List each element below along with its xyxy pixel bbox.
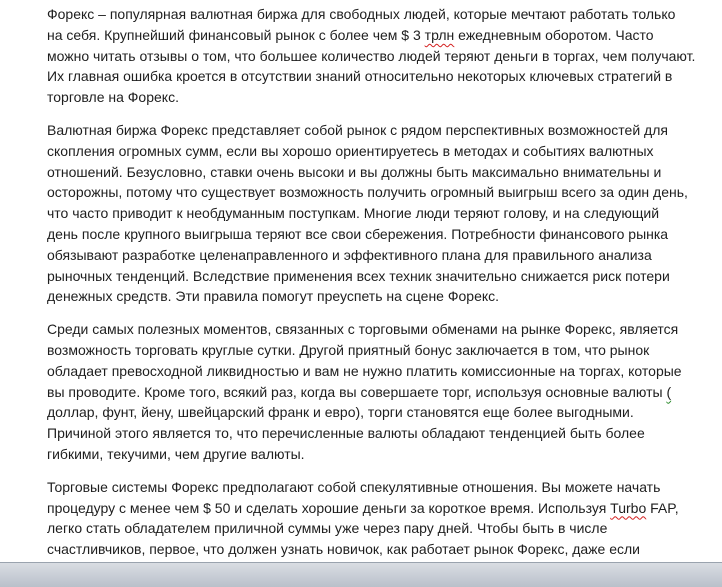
- text-run: скопления огромных сумм, если вы хорошо ориентируетесь в методах и событиях валютных: [47, 142, 654, 159]
- text-run: доллар, фунт, йену, швейцарский франк и евро), торги становятся еще более выгодными.: [47, 404, 634, 421]
- text-run: Причиной этого является то, что перечисленные валюты обладают тенденцией быть более: [47, 425, 645, 442]
- text-run: процедуру с менее чем $ 50 и сделать хорошие деньги за короткое время. Используя: [47, 499, 611, 516]
- text-line: [47, 141, 677, 162]
- text-run: обладает превосходной ликвидностью и вам не нужно платить комиссионные на торгах, которые: [47, 362, 682, 379]
- paragraph: [47, 319, 682, 465]
- text-run: возможность торговать круглые сутки. Другой приятный бонус заключается в том, что рынок: [47, 341, 650, 358]
- text-line: [47, 539, 677, 560]
- text-run: Среди самых полезных моментов, связанных с торговыми обменами на рынке Форекс, является: [47, 321, 679, 338]
- text-line: [47, 319, 677, 340]
- text-line: [47, 182, 688, 203]
- text-line: [47, 66, 677, 87]
- spelling-error-word: Turbo: [610, 499, 647, 516]
- text-run: день после крупного выигрыша теряют все свои сбережения. Потребности финансового рынка: [47, 225, 669, 242]
- text-run: рыночных тенденций. Вследствие применения всех техник значительно снижается риск потери: [47, 267, 670, 284]
- text-run: осторожны, потому что существует возможность получить огромный выигрыш всего за один день,: [47, 184, 688, 201]
- text-line: [47, 4, 677, 25]
- text-line: [47, 87, 677, 108]
- text-line: [47, 25, 677, 46]
- text-run: ежедневным оборотом. Часто: [454, 26, 654, 43]
- text-line: [47, 518, 677, 539]
- text-run: гибкими, текучими, чем другие валюты.: [47, 445, 305, 462]
- text-line: [47, 266, 677, 287]
- text-run: на себя. Крупнейший финансовый рынок с более чем $ 3: [47, 26, 425, 43]
- window-bottom-bar: [0, 562, 722, 587]
- text-run: счастливчиков, первое, что должен узнать новичок, как работает рынок Форекс, даже если: [47, 541, 640, 558]
- text-run: отношений. Безусловно, ставки очень высоки и вы должны быть максимально внимательны и: [47, 163, 662, 180]
- text-line: [47, 402, 677, 423]
- text-line: [47, 286, 677, 307]
- paragraph: [47, 4, 696, 108]
- grammar-error-mark: (: [666, 383, 672, 400]
- text-line: [47, 203, 677, 224]
- text-line: [47, 120, 677, 141]
- text-run: обязывают разработке целенаправленного и эффективного плана для правильного анализа: [47, 246, 652, 263]
- text-line: [47, 340, 677, 361]
- text-run: вы проводите. Кроме того, всякий раз, когда вы совершаете торг, используя основные валюты: [47, 383, 667, 400]
- text-line: [47, 423, 677, 444]
- paragraph: [47, 477, 677, 560]
- text-run: денежных средств. Эти правила помогут преуспеть на сцене Форекс.: [47, 288, 500, 305]
- text-run: торговле на Форекс.: [47, 89, 179, 106]
- text-run: FAP,: [646, 499, 679, 516]
- text-run: что часто приводит к необдуманным поступкам. Многие люди теряют голову, и на следующий: [47, 205, 660, 222]
- text-line: [47, 498, 677, 519]
- text-line: [47, 444, 677, 465]
- text-run: Их главная ошибка кроется в отсутствии знаний относительно некоторых ключевых стратегий в: [47, 68, 673, 85]
- spelling-error-word: трлн: [424, 26, 455, 43]
- document-body[interactable]: [47, 4, 696, 562]
- text-run: можно читать отзывы о том, что большее количество людей теряют деньги в торгах, чем получают.: [47, 47, 696, 64]
- text-line: [47, 46, 696, 67]
- text-line: [47, 361, 682, 382]
- text-line: [47, 224, 677, 245]
- text-line: [47, 477, 677, 498]
- text-line: [47, 382, 677, 403]
- text-run: Валютная биржа Форекс представляет собой рынок с рядом перспективных возможностей для: [47, 121, 668, 138]
- paragraph: [47, 120, 688, 307]
- text-run: легко стать обладателем приличной суммы уже через пару дней. Чтобы быть в числе: [47, 520, 608, 537]
- text-line: [47, 245, 677, 266]
- text-run: Форекс – популярная валютная биржа для свободных людей, которые мечтают работать только: [47, 6, 676, 22]
- text-line: [47, 162, 677, 183]
- text-run: Торговые системы Форекс предполагают собой спекулятивные отношения. Вы можете начать: [47, 478, 661, 495]
